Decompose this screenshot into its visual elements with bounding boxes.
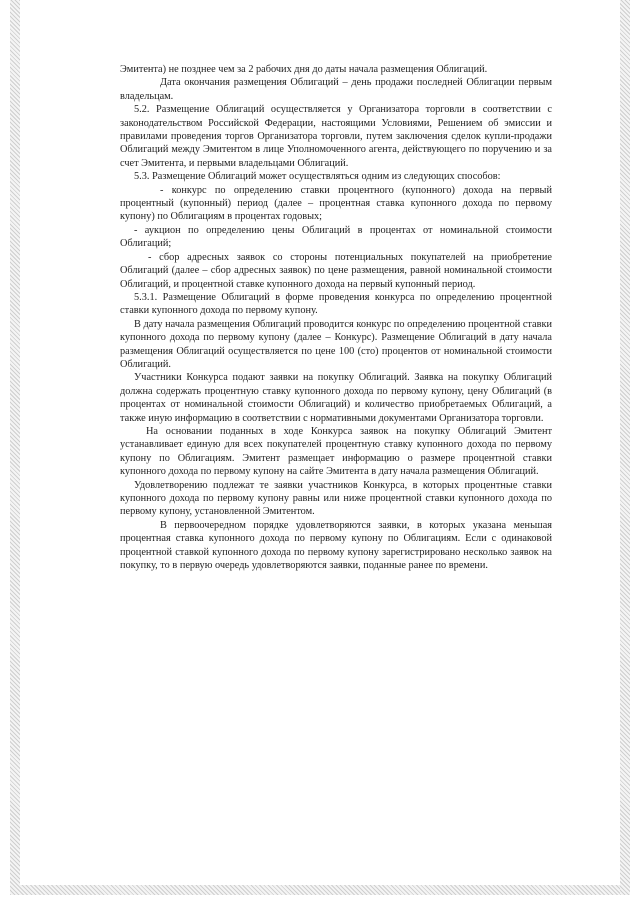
- paragraph-rate-setting: На основании поданных в ходе Конкурса заявок на покупку Облигаций Эмитент устанавливает единую для всех покупателей процентную ставку купонного дохода по первому купону по Облигациям. Эмитент размещает информацию о размере процентной ставки купонного дохода по первому купону на сайте Эмитента в дату начала размещения Облигаций.: [120, 425, 552, 478]
- paragraph-section-5-3-1: 5.3.1. Размещение Облигаций в форме проведения конкурса по определению процентной ставки купонного дохода по первому купону.: [120, 291, 552, 317]
- paragraph-method-book-building: - сбор адресных заявок со стороны потенциальных покупателей на приобретение Облигаций (далее – сбор адресных заявок) по цене размещения, равной номинальной стоимости Облигаций, и процентной ставке купонного дохода на первый купонный период.: [120, 251, 552, 290]
- paragraph-method-auction: - аукцион по определению цены Облигаций в процентах от номинальной стоимости Облигаций;: [120, 224, 552, 250]
- document-body: [120, 63, 552, 572]
- paragraph-contest-bids: Участники Конкурса подают заявки на покупку Облигаций. Заявка на покупку Облигаций должна содержать процентную ставку купонного дохода по первому купону, цену Облигаций (в процентах от номинальной стоимости Облигаций) и количество приобретаемых Облигаций, а также иную информацию в соответствии с нормативными документами Организатора торговли.: [120, 372, 552, 424]
- paragraph-continuation: Эмитента) не позднее чем за 2 рабочих дня до даты начала размещения Облигаций.: [120, 64, 488, 75]
- paragraph-contest-date: В дату начала размещения Облигаций проводится конкурс по определению процентной ставки купонного дохода по первому купону (далее – Конкурс). Размещение Облигаций в дату начала размещения Облигаций осуществляется по цене 100 (сто) процентов от номинальной стоимости Облигаций.: [120, 318, 552, 370]
- paragraph-priority-order: В первоочередном порядке удовлетворяются заявки, в которых указана меньшая процентная ставка купонного дохода по первому купону по Облигациям. Если с одинаковой процентной ставкой купонного дохода по первому купону зарегистрировано несколько заявок на покупку, то в первую очередь удовлетворяются заявки, поданные ранее по времени.: [120, 519, 552, 572]
- paragraph-section-5-2: 5.2. Размещение Облигаций осуществляется у Организатора торговли в соответствии с законодательством Российской Федерации, настоящими Условиями, Решением об эмиссии и правилами проведения торгов Организатора торговли, путем заключения сделок купли-продажи Облигаций между Эмитентом в лице Уполномоченного агента, действующего по поручению и за счет Эмитента, и первыми владельцами Облигаций.: [120, 104, 552, 169]
- paragraph-section-5-3: 5.3. Размещение Облигаций может осуществляться одним из следующих способов:: [134, 171, 501, 183]
- paragraph-bid-satisfaction: Удовлетворению подлежат те заявки участников Конкурса, в которых процентные ставки купонного дохода по первому купону равны или ниже процентной ставки купонного дохода по первому купону, установленной Эмитентом.: [120, 479, 552, 518]
- paragraph-method-contest: - конкурс по определению ставки процентного (купонного) дохода на первый процентный (купонный) период (далее – процентная ставка купонного дохода по первому купону) по Облигациям в процентах годовых;: [120, 184, 552, 223]
- paragraph-end-date: Дата окончания размещения Облигаций – день продажи последней Облигации первым владельцам.: [120, 77, 552, 102]
